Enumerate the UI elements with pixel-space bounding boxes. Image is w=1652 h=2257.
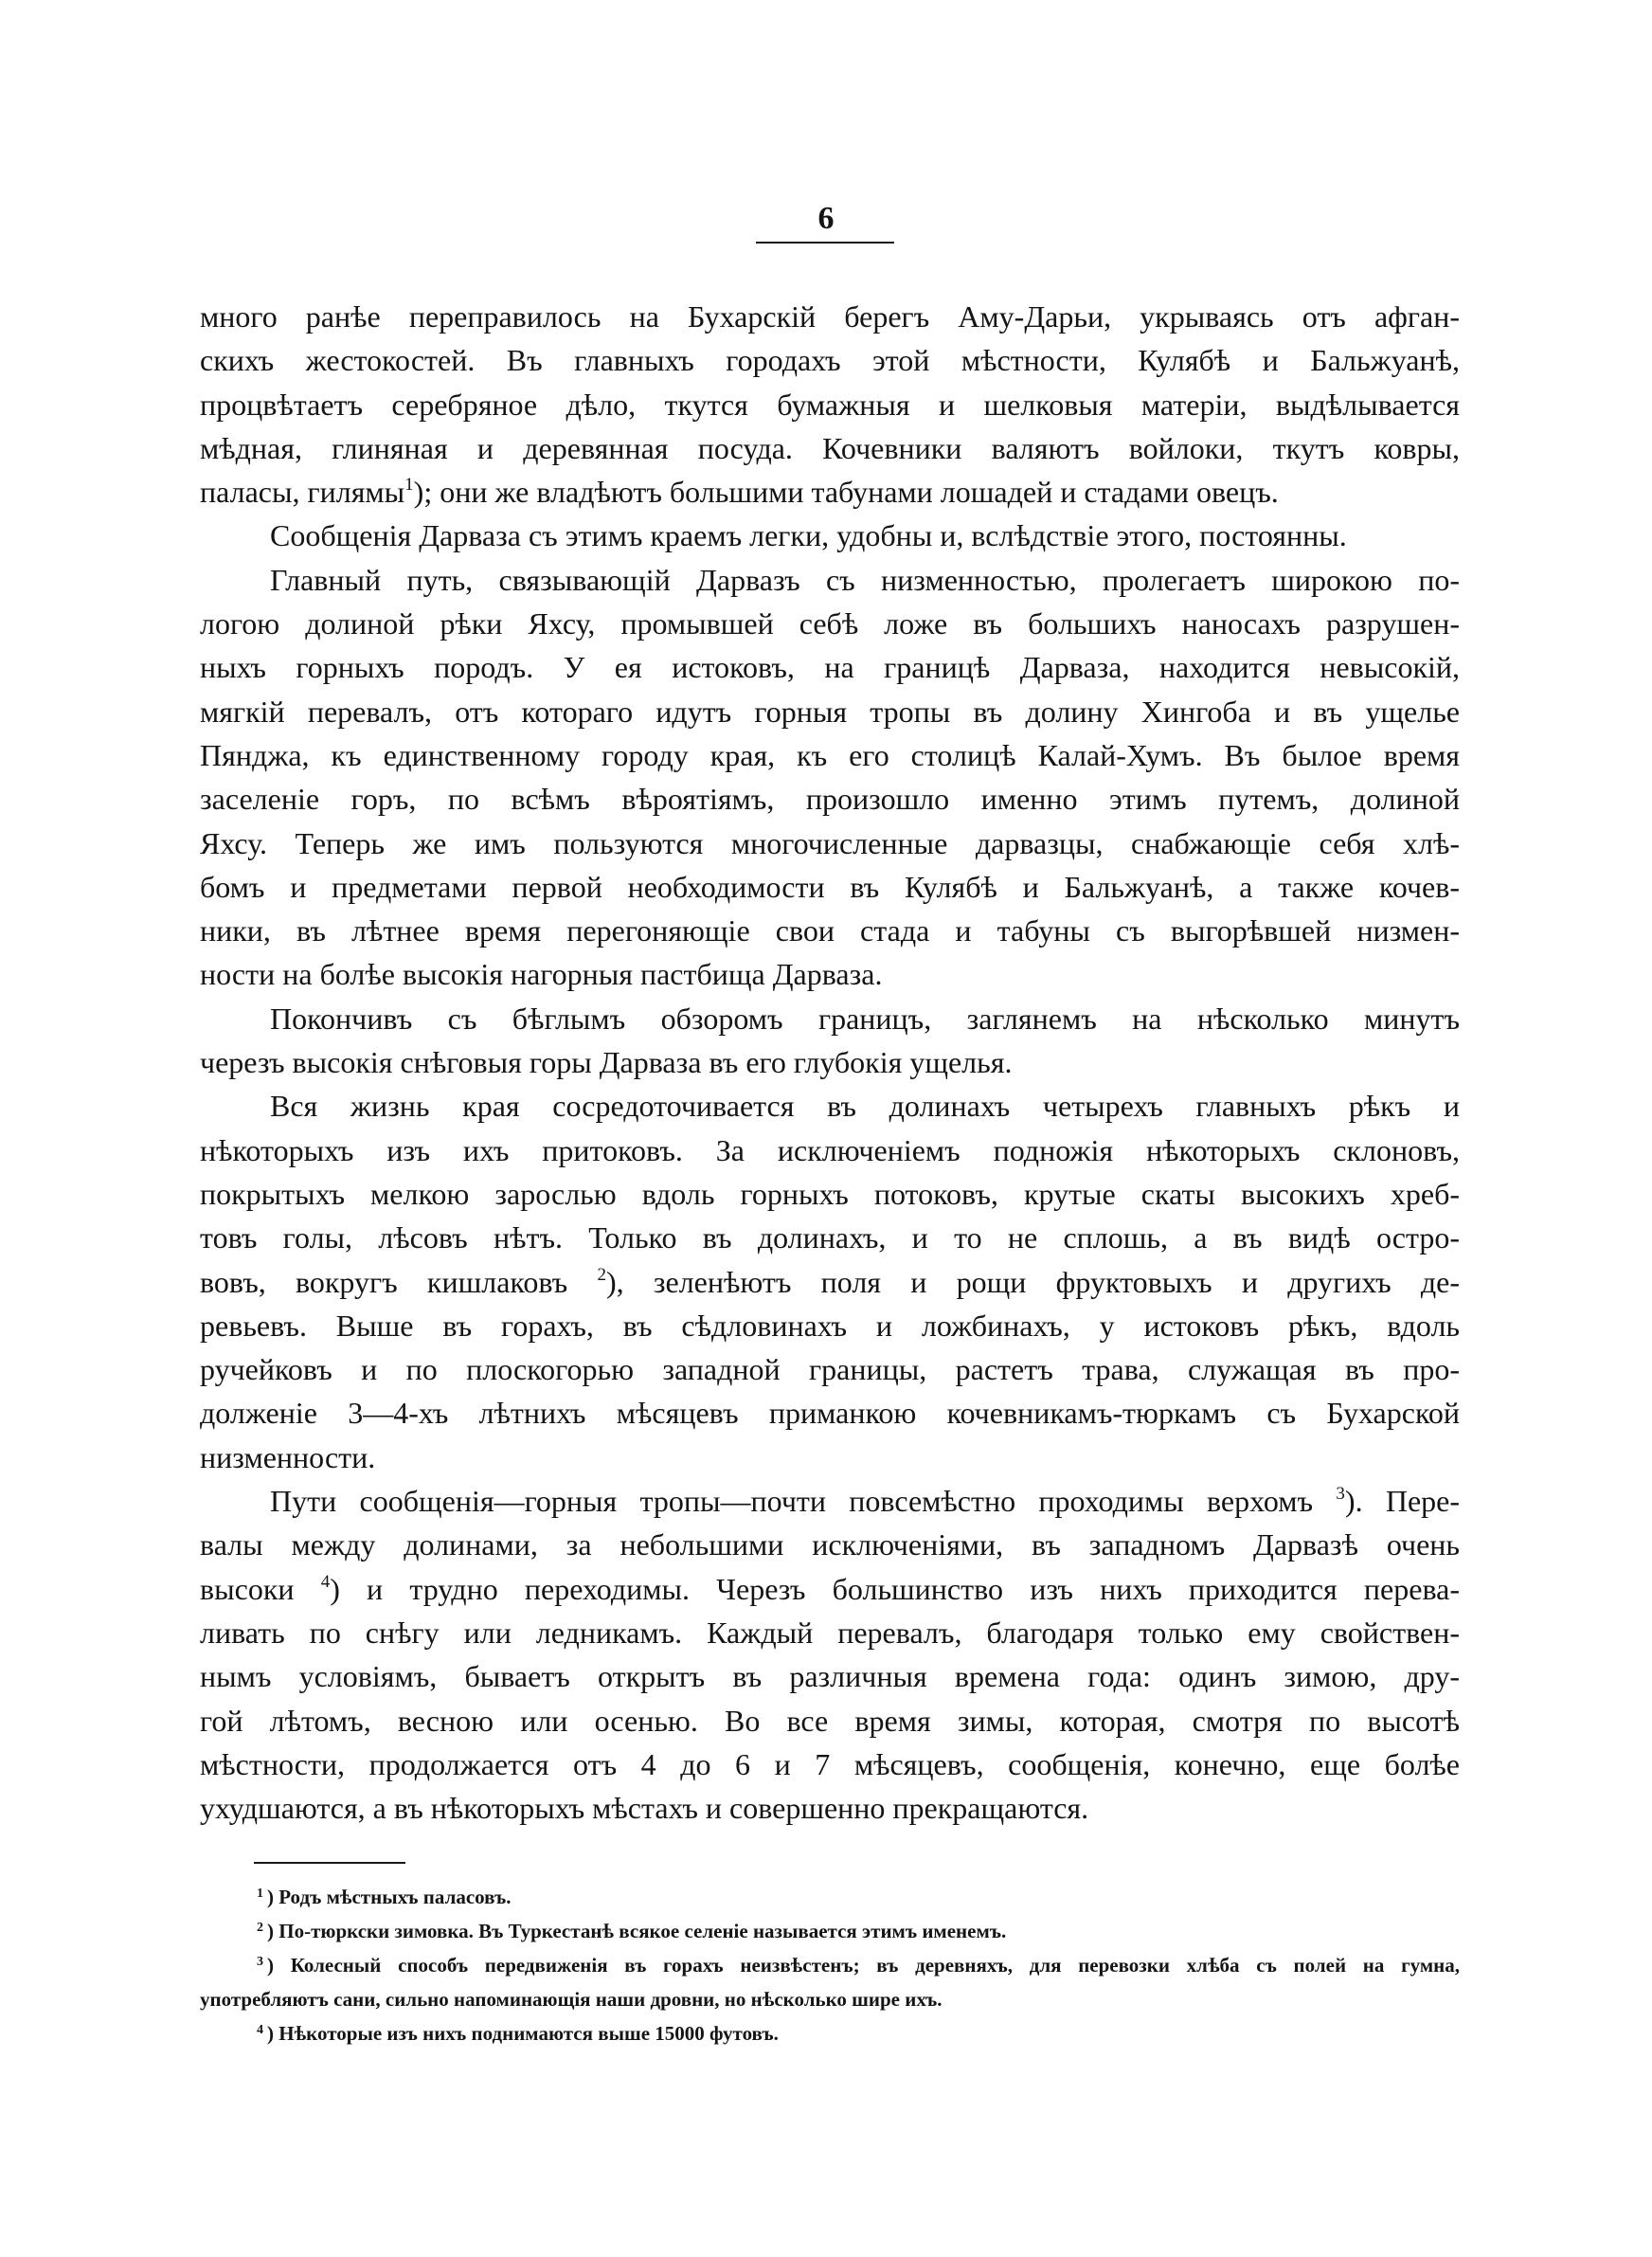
footnote-continuation: употребляютъ сани, сильно напоминающія наши дровни, но нѣсколько шире ихъ. [200, 1988, 943, 2011]
text-line [200, 1260, 1460, 1304]
footnote-ref: 2 [597, 1264, 606, 1285]
text-line: Яхсу. Теперь же имъ пользуются многочисленные дарвазцы, снабжающіе себя хлѣ- [200, 825, 1460, 860]
text-segment: Пути сообщенія—горныя тропы—почти повсемѣстно проходимы верхомъ [270, 1484, 1314, 1519]
text-line [200, 470, 1460, 514]
text-line: мягкій перевалъ, отъ котораго идутъ горныя тропы въ долину Хингоба и въ ущелье [200, 694, 1460, 729]
text-line: Вся жизнь края сосредоточивается въ долинахъ четырехъ главныхъ рѣкъ и [270, 1089, 1460, 1124]
text-line: ливать по снѣгу или ледникамъ. Каждый перевалъ, благодаря только ему свойствен- [200, 1615, 1460, 1650]
text-segment: паласы, гилямы [200, 475, 405, 510]
text-segment: вовъ, вокругъ кишлаковъ [200, 1264, 568, 1299]
footnote-ref: 3 [1336, 1484, 1345, 1505]
text-line: процвѣтаетъ серебряное дѣло, ткутся бумажныя и шелковыя матеріи, выдѣлывается [200, 387, 1460, 422]
text-line: мѣстности, продолжается отъ 4 до 6 и 7 мѣсяцевъ, сообщенія, конечно, еще болѣе [200, 1746, 1460, 1781]
text-line: Сообщенія Дарваза съ этимъ краемъ легки, удобны и, вслѣдствіе этого, постоянны. [270, 518, 1347, 553]
footnote: $^2$ ) По-тюркски зимовка. Въ Туркестанѣ всякое селеніе называется этимъ именемъ. [257, 1920, 1007, 1942]
text-line: покрытыхъ мелкою зарослью вдоль горныхъ потоковъ, крутые скаты высокихъ хреб- [200, 1176, 1460, 1211]
text-line: ревьевъ. Выше въ горахъ, въ сѣдловинахъ и ложбинахъ, у истоковъ рѣкъ, вдоль [200, 1308, 1460, 1343]
text-line: товъ голы, лѣсовъ нѣтъ. Только въ долинахъ, и то не сплошь, а въ видѣ остро- [200, 1220, 1460, 1255]
text-line: заселеніе горъ, по всѣмъ вѣроятіямъ, произошло именно этимъ путемъ, долиной [200, 782, 1460, 817]
text-line: скихъ жестокостей. Въ главныхъ городахъ этой мѣстности, Кулябѣ и Бальжуанѣ, [200, 343, 1460, 378]
text-segment: ), зеленѣютъ поля и рощи фруктовыхъ и другихъ де- [605, 1264, 1461, 1299]
text-line: ности на болѣе высокія нагорныя пастбища Дарваза. [200, 957, 883, 992]
footnote: $^3$ ) Колесный способъ передвиженія въ горахъ неизвѣстенъ; въ деревняхъ, для перевозки хлѣба съ полей на гумна, [257, 1954, 1460, 1977]
footnote-marker: 1 [257, 1887, 263, 1901]
text-line: Главный путь, связывающій Дарвазъ съ низменностью, пролегаетъ широкою по- [270, 562, 1460, 597]
text-line: логою долиной рѣки Яхсу, промывшей себѣ ложе въ большихъ наносахъ разрушен- [200, 606, 1460, 641]
footnote: $^1$ ) Родъ мѣстныхъ паласовъ. [257, 1886, 512, 1908]
text-segment: ) и трудно переходимы. Черезъ большинство изъ нихъ приходится перева- [330, 1571, 1461, 1606]
text-segment: ); они же владѣютъ большими табунами лошадей и стадами овецъ. [413, 475, 1279, 510]
text-line [200, 1567, 1460, 1611]
page-number: 6 [817, 201, 835, 236]
footnote-ref: 4 [320, 1571, 331, 1592]
text-line: долженіе 3—4-хъ лѣтнихъ мѣсяцевъ приманкою кочевникамъ-тюркамъ съ Бухарской [200, 1396, 1460, 1431]
footnote-text: Нѣкоторые изъ нихъ поднимаются выше 15000 футовъ. [278, 2022, 779, 2045]
text-line [200, 1479, 1460, 1523]
text-line: нымъ условіямъ, бываетъ открытъ въ различныя времена года: одинъ зимою, дру- [200, 1659, 1460, 1694]
footnote-text: По-тюркски зимовка. Въ Туркестанѣ всякое селеніе называется этимъ именемъ. [278, 1920, 1007, 1942]
text-line: много ранѣе переправилось на Бухарскій берегъ Аму-Дарьи, укрываясь отъ афган- [200, 299, 1460, 334]
footnote-marker: 2 [257, 1921, 263, 1935]
page-number-underline [756, 242, 894, 244]
text-line: бомъ и предметами первой необходимости въ Кулябѣ и Бальжуанѣ, а также кочев- [200, 869, 1460, 904]
footnote-marker: 4 [257, 2023, 263, 2037]
text-line: черезъ высокія снѣговыя горы Дарваза въ его глубокія ущелья. [200, 1045, 1013, 1080]
footnotes [200, 1880, 1460, 2050]
footnote: $^4$ ) Нѣкоторые изъ нихъ поднимаются выше 15000 футовъ. [257, 2022, 779, 2045]
text-line: ручейковъ и по плоскогорью западной границы, растетъ трава, служащая въ про- [200, 1352, 1460, 1387]
text-line: ныхъ горныхъ породъ. У ея истоковъ, на границѣ Дарваза, находится невысокій, [200, 650, 1460, 685]
text-line: ухудшаются, а въ нѣкоторыхъ мѣстахъ и совершенно прекращаются. [200, 1791, 1089, 1826]
text-line: Покончивъ съ бѣглымъ обзоромъ границъ, заглянемъ на нѣсколько минутъ [270, 1001, 1460, 1036]
footnote-text: Родъ мѣстныхъ паласовъ. [278, 1886, 512, 1908]
footnote-separator [254, 1862, 405, 1864]
text-line: ники, въ лѣтнее время перегоняющіе свои стада и табуны съ выгорѣвшей низмен- [200, 913, 1460, 948]
text-line: нѣкоторыхъ изъ ихъ притоковъ. За исключеніемъ подножія нѣкоторыхъ склоновъ, [200, 1132, 1460, 1167]
text-segment: ). Пере- [1344, 1484, 1461, 1519]
text-line: гой лѣтомъ, весною или осенью. Во все время зимы, которая, смотря по высотѣ [200, 1703, 1460, 1738]
footnote-ref: 1 [404, 475, 414, 496]
footnote-text: Колесный способъ передвиженія въ горахъ неизвѣстенъ; въ деревняхъ, для перевозки хлѣба съ полей на гумна, [290, 1954, 1460, 1977]
main-text [200, 295, 1460, 1830]
text-line: Пянджа, къ единственному городу края, къ его столицѣ Калай-Хумъ. Въ былое время [200, 737, 1460, 772]
text-segment: высоки [200, 1571, 295, 1606]
text-line: низменности. [200, 1439, 376, 1474]
text-line: валы между долинами, за небольшими исключеніями, въ западномъ Дарвазѣ очень [200, 1527, 1460, 1562]
footnote-marker: 3 [257, 1955, 263, 1969]
text-line: мѣдная, глиняная и деревянная посуда. Кочевники валяютъ войлоки, ткутъ ковры, [200, 430, 1460, 465]
